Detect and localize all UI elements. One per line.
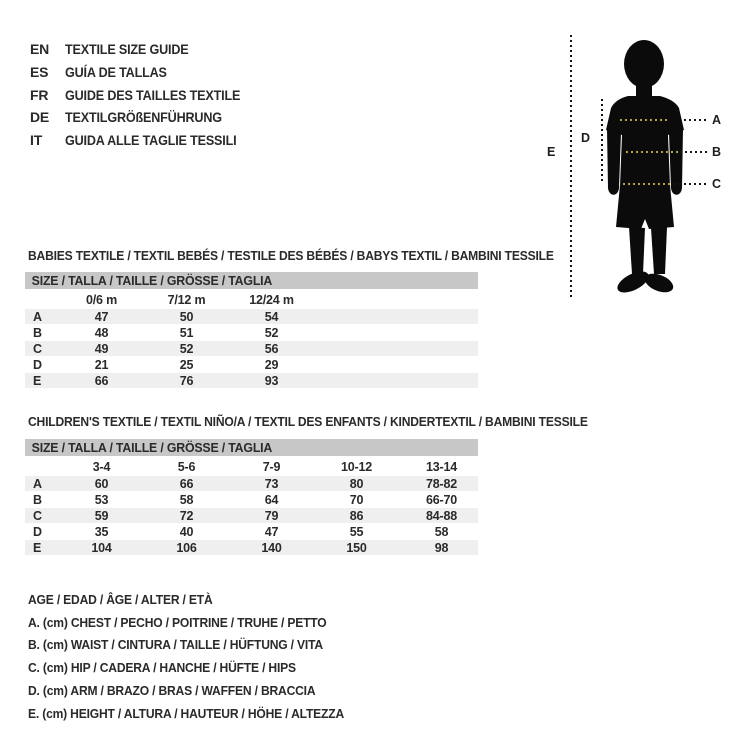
row-label: A [33,476,43,491]
cell-value: 66 [94,373,109,388]
cell-value: 47 [94,309,109,324]
cell-value: 29 [264,357,279,372]
children-size-header-bar [25,439,478,456]
cell-value: 84-88 [426,508,457,523]
cell-value: 55 [349,524,364,539]
table-row-a [25,476,478,491]
cell-value: 58 [179,492,194,507]
waist-measure-line-b-body [626,151,678,153]
chest-measure-line-a-body [620,119,670,121]
column-header: 5-6 [177,459,196,474]
cell-value: 59 [94,508,109,523]
arm-measure-line-d [601,99,603,183]
legend-line-chest: A. (cm) CHEST / PECHO / POITRINE / TRUHE / PETTO [28,614,327,630]
table-row-d [25,357,478,372]
children-size-header-label: SIZE / TALLA / TAILLE / GRÖSSE / TAGLIA [31,440,273,455]
cell-value: 86 [349,508,364,523]
babies-section-title: BABIES TEXTILE / TEXTIL BEBÉS / TESTILE DES BÉBÉS / BABYS TEXTIL / BAMBINI TESSILE [28,248,554,263]
row-label: B [33,492,43,507]
row-label: E [33,373,42,388]
column-header: 12/24 m [249,292,294,307]
measurement-legend [28,588,368,725]
column-header: 0/6 m [86,292,117,307]
language-code: EN [30,41,50,58]
cell-value: 66-70 [426,492,457,507]
cell-value: 47 [264,524,279,539]
legend-line-height: E. (cm) HEIGHT / ALTURA / HAUTEUR / HÖHE / ALTEZZA [28,705,345,721]
cell-value: 48 [94,325,109,340]
table-row-b [25,492,478,507]
cell-value: 58 [434,524,449,539]
row-label: B [33,325,43,340]
cell-value: 56 [264,341,279,356]
language-code: FR [30,86,49,103]
hip-measure-line-c-body [623,183,672,185]
cell-value: 52 [264,325,279,340]
measure-label-a: A [712,113,722,127]
language-title: TEXTILE SIZE GUIDE [65,41,189,58]
cell-value: 72 [179,508,194,523]
cell-value: 80 [349,476,364,491]
height-measure-line-e [570,35,572,297]
row-label: E [33,540,42,555]
cell-value: 76 [179,373,194,388]
babies-column-header-row [25,291,478,308]
column-header: 3-4 [92,459,111,474]
legend-line-waist: B. (cm) WAIST / CINTURA / TAILLE / HÜFTUNG / VITA [28,637,323,653]
babies-size-header-label: SIZE / TALLA / TAILLE / GRÖSSE / TAGLIA [31,273,273,288]
column-header: 10-12 [341,459,372,474]
cell-value: 98 [434,540,449,555]
language-code: DE [30,109,50,126]
cell-value: 35 [94,524,109,539]
table-row-a [25,309,478,324]
cell-value: 60 [94,476,109,491]
row-label: D [33,357,43,372]
legend-line-hip: C. (cm) HIP / CADERA / HANCHE / HÜFTE / HIPS [28,660,296,676]
column-header: 7-9 [262,459,281,474]
legend-line-arm: D. (cm) ARM / BRAZO / BRAS / WAFFEN / BRACCIA [28,683,316,699]
cell-value: 70 [349,492,364,507]
cell-value: 106 [176,540,197,555]
column-header: 13-14 [426,459,457,474]
measure-label-e: E [547,145,556,159]
cell-value: 25 [179,357,194,372]
cell-value: 52 [179,341,194,356]
children-column-header-row [25,458,478,475]
cell-value: 150 [346,540,367,555]
cell-value: 64 [264,492,279,507]
measure-label-b: B [712,145,722,159]
babies-size-header-bar [25,272,478,289]
cell-value: 140 [261,540,282,555]
table-row-e [25,540,478,555]
cell-value: 104 [91,540,112,555]
cell-value: 73 [264,476,279,491]
table-row-d [25,524,478,539]
language-title: GUIDE DES TAILLES TEXTILE [65,86,241,103]
cell-value: 50 [179,309,194,324]
cell-value: 66 [179,476,194,491]
table-row-c [25,341,478,356]
language-title: GUIDA ALLE TAGLIE TESSILI [65,132,237,149]
babies-size-table [25,291,478,389]
language-code: ES [30,64,49,81]
table-row-e [25,373,478,388]
row-label: C [33,508,43,523]
measure-label-c: C [712,177,722,191]
language-title: GUÍA DE TALLAS [65,64,167,81]
cell-value: 21 [94,357,109,372]
language-code: IT [30,132,43,149]
waist-measure-line-b [680,151,708,153]
hip-measure-line-c [674,183,708,185]
cell-value: 40 [179,524,194,539]
cell-value: 93 [264,373,279,388]
cell-value: 51 [179,325,194,340]
children-size-table [25,458,478,556]
child-silhouette-icon [604,36,696,298]
row-label: D [33,524,43,539]
cell-value: 49 [94,341,109,356]
cell-value: 54 [264,309,279,324]
language-title: TEXTILGRÖßENFÜHRUNG [65,109,222,126]
chest-measure-line-a [684,119,708,121]
cell-value: 79 [264,508,279,523]
cell-value: 78-82 [426,476,457,491]
table-row-b [25,325,478,340]
measure-label-d: D [581,131,591,145]
cell-value: 53 [94,492,109,507]
row-label: C [33,341,43,356]
children-section-title: CHILDREN'S TEXTILE / TEXTIL NIÑO/A / TEXTIL DES ENFANTS / KINDERTEXTIL / BAMBINI TESSILE [28,414,588,429]
column-header: 7/12 m [167,292,206,307]
row-label: A [33,309,43,324]
legend-line-age: AGE / EDAD / ÂGE / ALTER / ETÀ [28,591,213,607]
table-row-c [25,508,478,523]
